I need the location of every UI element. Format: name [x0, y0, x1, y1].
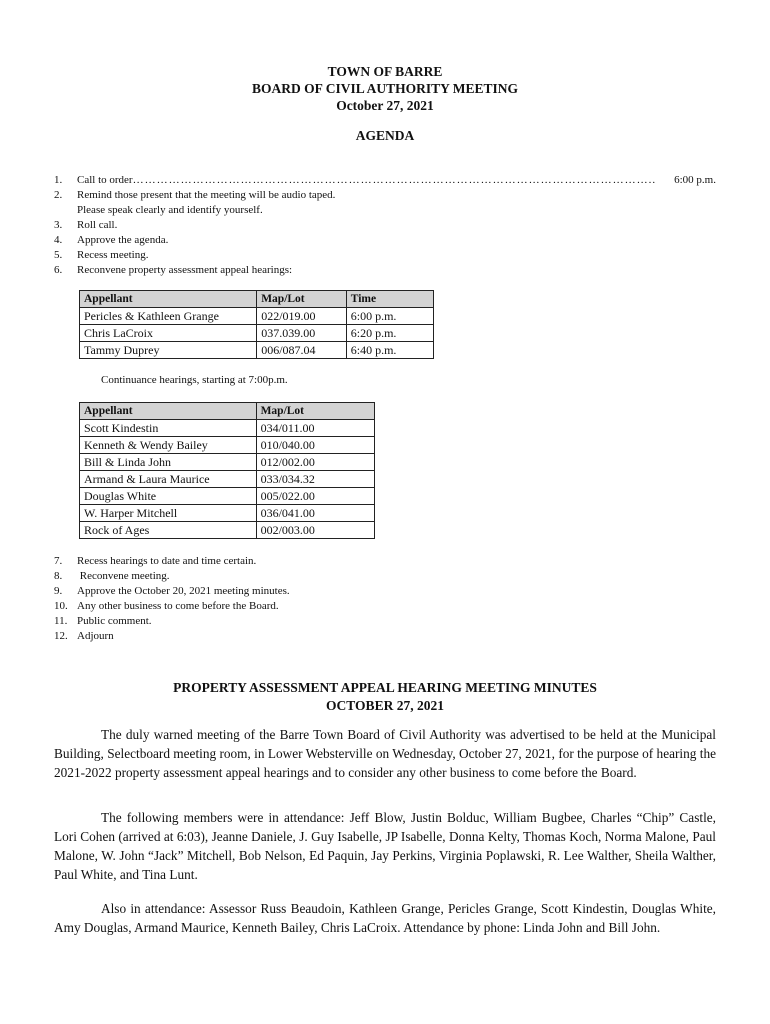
table-header-row — [80, 403, 375, 420]
item-number: 6. — [54, 264, 63, 276]
table-cell: 037.039.00 — [257, 325, 347, 342]
hearings-table — [79, 290, 434, 359]
table-row — [80, 437, 375, 454]
agenda-item — [54, 599, 716, 614]
item-text: Any other business to come before the Board. — [77, 600, 279, 612]
continuance-table — [79, 402, 375, 539]
agenda-item — [54, 569, 716, 584]
table-cell: 006/087.04 — [257, 342, 347, 359]
item-text: Recess hearings to date and time certain. — [77, 555, 257, 567]
table-header-row — [80, 291, 434, 308]
agenda-heading: AGENDA — [355, 128, 415, 143]
dot-leader: ………………………………………………………………………………………………………………….. — [132, 174, 657, 186]
table-row — [80, 471, 375, 488]
item-number: 10. — [54, 600, 68, 612]
table-cell: W. Harper Mitchell — [80, 505, 257, 522]
item-text: Call to order — [77, 174, 133, 186]
table-row — [80, 454, 375, 471]
agenda-list-part2 — [54, 554, 716, 644]
board-title: BOARD OF CIVIL AUTHORITY MEETING — [251, 81, 519, 96]
item-number: 11. — [54, 615, 68, 627]
column-header: Appellant — [80, 403, 257, 420]
table-cell: Bill & Linda John — [80, 454, 257, 471]
minutes-paragraph-members: The following members were in attendance: Jeff Blow, Justin Bolduc, William Bugbee, Charles “Chip” Castle, Lori Cohen (arrived at 6:03), Jeanne Daniele, J. Guy Isabelle, JP Isabelle, Donna Kelty, Thomas Koch, Norma Malone, Paul Malone, W. John “Jack” Mitchell, Bob Nelson, Ed Paquin, Jay Perkins, Virginia Poplawski, R. Lee Walther, Sheila Walther, Paul White, and Tina Lunt. — [54, 810, 716, 882]
item-number: 7. — [54, 555, 63, 567]
table-cell: 034/011.00 — [256, 420, 374, 437]
minutes-paragraph-attendance: Also in attendance: Assessor Russ Beaudoin, Kathleen Grange, Pericles Grange, Scott Kindestin, Douglas White, Amy Douglas, Armand Maurice, Kenneth Bailey, Chris LaCroix. Attendance by phone: Linda John and Bill John. — [54, 901, 716, 935]
table-cell: Pericles & Kathleen Grange — [80, 308, 257, 325]
agenda-item — [54, 629, 716, 644]
table-row — [80, 308, 434, 325]
table-cell: 002/003.00 — [256, 522, 374, 539]
table-cell: 033/034.32 — [256, 471, 374, 488]
agenda-item — [54, 218, 716, 233]
town-title: TOWN OF BARRE — [327, 64, 443, 79]
document-header — [0, 63, 770, 114]
table-cell: 036/041.00 — [256, 505, 374, 522]
meeting-date: October 27, 2021 — [336, 98, 434, 113]
item-number: 8. — [54, 570, 63, 582]
agenda-item — [54, 554, 716, 569]
table-row — [80, 342, 434, 359]
minutes-heading — [0, 679, 770, 715]
item-text: Adjourn — [77, 630, 114, 642]
agenda-item — [54, 614, 716, 629]
table-cell: Douglas White — [80, 488, 257, 505]
item-number: 3. — [54, 219, 63, 231]
table-cell: 022/019.00 — [257, 308, 347, 325]
table-cell: Scott Kindestin — [80, 420, 257, 437]
agenda-list-part1 — [54, 173, 716, 278]
table-cell: 6:40 p.m. — [346, 342, 433, 359]
agenda-item — [54, 188, 716, 203]
item-text: Reconvene meeting. — [77, 570, 170, 582]
item-text: Recess meeting. — [77, 249, 149, 261]
item-number: 9. — [54, 585, 63, 597]
item-text: Public comment. — [77, 615, 152, 627]
agenda-item — [54, 173, 716, 188]
agenda-item — [54, 263, 716, 278]
item-number: 5. — [54, 249, 63, 261]
agenda-item — [54, 248, 716, 263]
table-cell: Kenneth & Wendy Bailey — [80, 437, 257, 454]
agenda-item-continuation: Please speak clearly and identify yourself. — [77, 204, 263, 216]
table-cell: 012/002.00 — [256, 454, 374, 471]
item-number: 2. — [54, 189, 63, 201]
agenda-item — [54, 584, 716, 599]
column-header: Time — [346, 291, 433, 308]
table-cell: 6:00 p.m. — [346, 308, 433, 325]
table-cell: 010/040.00 — [256, 437, 374, 454]
column-header: Map/Lot — [256, 403, 374, 420]
table-cell: Chris LaCroix — [80, 325, 257, 342]
table-row — [80, 505, 375, 522]
item-text: Approve the October 20, 2021 meeting minutes. — [77, 585, 290, 597]
column-header: Map/Lot — [257, 291, 347, 308]
table-row — [80, 522, 375, 539]
table-cell: Armand & Laura Maurice — [80, 471, 257, 488]
item-text: Remind those present that the meeting will be audio taped. — [77, 189, 336, 201]
item-text: Approve the agenda. — [77, 234, 169, 246]
table-row — [80, 325, 434, 342]
table-cell: Rock of Ages — [80, 522, 257, 539]
item-text: Reconvene property assessment appeal hearings: — [77, 264, 293, 276]
item-text: Roll call. — [77, 219, 118, 231]
item-number: 1. — [54, 174, 63, 186]
table-cell: 005/022.00 — [256, 488, 374, 505]
item-time: 6:00 p.m. — [674, 174, 716, 186]
table-cell: 6:20 p.m. — [346, 325, 433, 342]
table-row — [80, 420, 375, 437]
minutes-paragraph-intro: The duly warned meeting of the Barre Town Board of Civil Authority was advertised to be held at the Municipal Building, Selectboard meeting room, in Lower Websterville on Wednesday, October 27, 2021, for the purpose of hearing the 2021-2022 property assessment appeal hearings and to consider any other business to come before the Board. — [54, 727, 716, 780]
item-number: 4. — [54, 234, 63, 246]
column-header: Appellant — [80, 291, 257, 308]
item-number: 12. — [54, 630, 68, 642]
minutes-title: PROPERTY ASSESSMENT APPEAL HEARING MEETING MINUTES — [173, 680, 597, 695]
table-row — [80, 488, 375, 505]
continuance-note: Continuance hearings, starting at 7:00p.m. — [101, 374, 288, 386]
table-cell: Tammy Duprey — [80, 342, 257, 359]
agenda-item — [54, 233, 716, 248]
minutes-date: OCTOBER 27, 2021 — [326, 698, 444, 713]
